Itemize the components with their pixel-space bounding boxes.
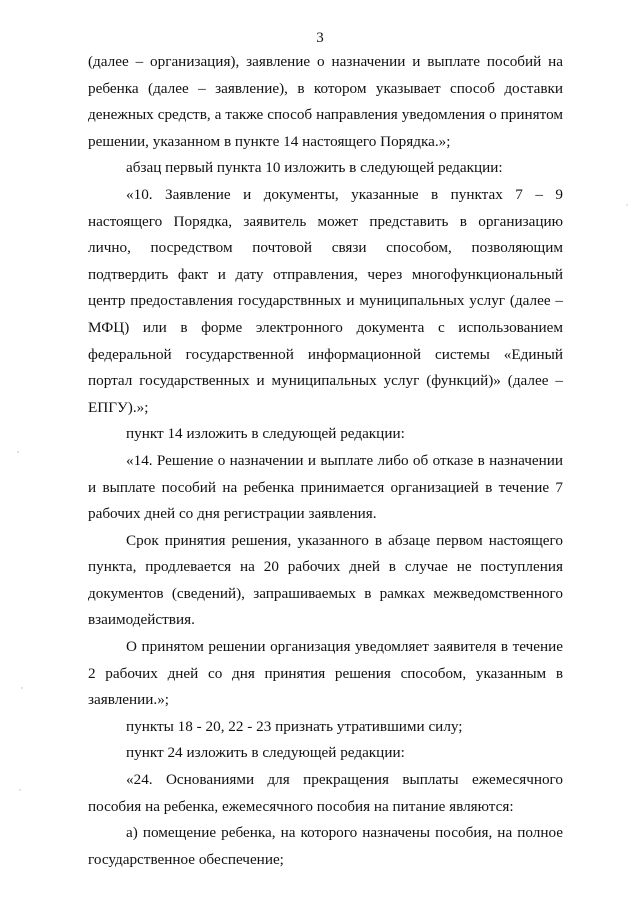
paragraph-repeal-items: пункты 18 - 20, 22 - 23 признать утратившими силу;: [126, 717, 463, 735]
paragraph-amend-item-24-intro: пункт 24 изложить в следующей редакции:: [126, 744, 405, 762]
paragraph-continuation: (далее – организация), заявление о назначении и выплате пособий на ребенка (далее – заявление), в котором указывает способ доставки денежных средств, а также способ направления уведомления о принятом решении, указанном в пункте 14 настоящего Порядка.»;: [88, 53, 563, 150]
paragraph-item-10: «10. Заявление и документы, указанные в пунктах 7 – 9 настоящего Порядка, заявитель может представить в организацию лично, посредством почтовой связи способом, позволяющим подтвердить факт и дату отправления, через многофункциональный центр предоставления государствнных и муниципальных услуг (далее – МФЦ) или в форме электронного документа с использованием федеральной государственной информационной системы «Единый портал государственных и муниципальных услуг (функций)» (далее – ЕПГУ).»;: [88, 185, 563, 416]
paragraph-notification: О принятом решении организация уведомляет заявителя в течение 2 рабочих дней со дня принятия решения способом, указанным в заявлении.»;: [88, 638, 563, 709]
paragraph-item-14: «14. Решение о назначении и выплате либо об отказе в назначении и выплате пособий на ребенка принимается организацией в течение 7 рабочих дней со дня регистрации заявления.: [88, 451, 563, 523]
paragraph-subitem-a: а) помещение ребенка, на которого назначены пособия, на полное государственное обеспечение;: [88, 824, 563, 868]
document-body: [88, 49, 563, 873]
paragraph-item-24: «24. Основаниями для прекращения выплаты ежемесячного пособия на ребенка, ежемесячного пособия на питание являются:: [88, 771, 563, 815]
page-number: 3: [316, 30, 324, 46]
paragraph-amend-item-10-intro: абзац первый пункта 10 изложить в следующей редакции:: [126, 159, 503, 177]
paragraph-amend-item-14-intro: пункт 14 изложить в следующей редакции:: [126, 425, 405, 443]
paragraph-decision-term: Срок принятия решения, указанного в абзаце первом настоящего пункта, продлевается на 20 рабочих дней в случае не поступления документов (сведений), запрашиваемых в рамках межведомственного взаимодействия.: [88, 531, 563, 629]
